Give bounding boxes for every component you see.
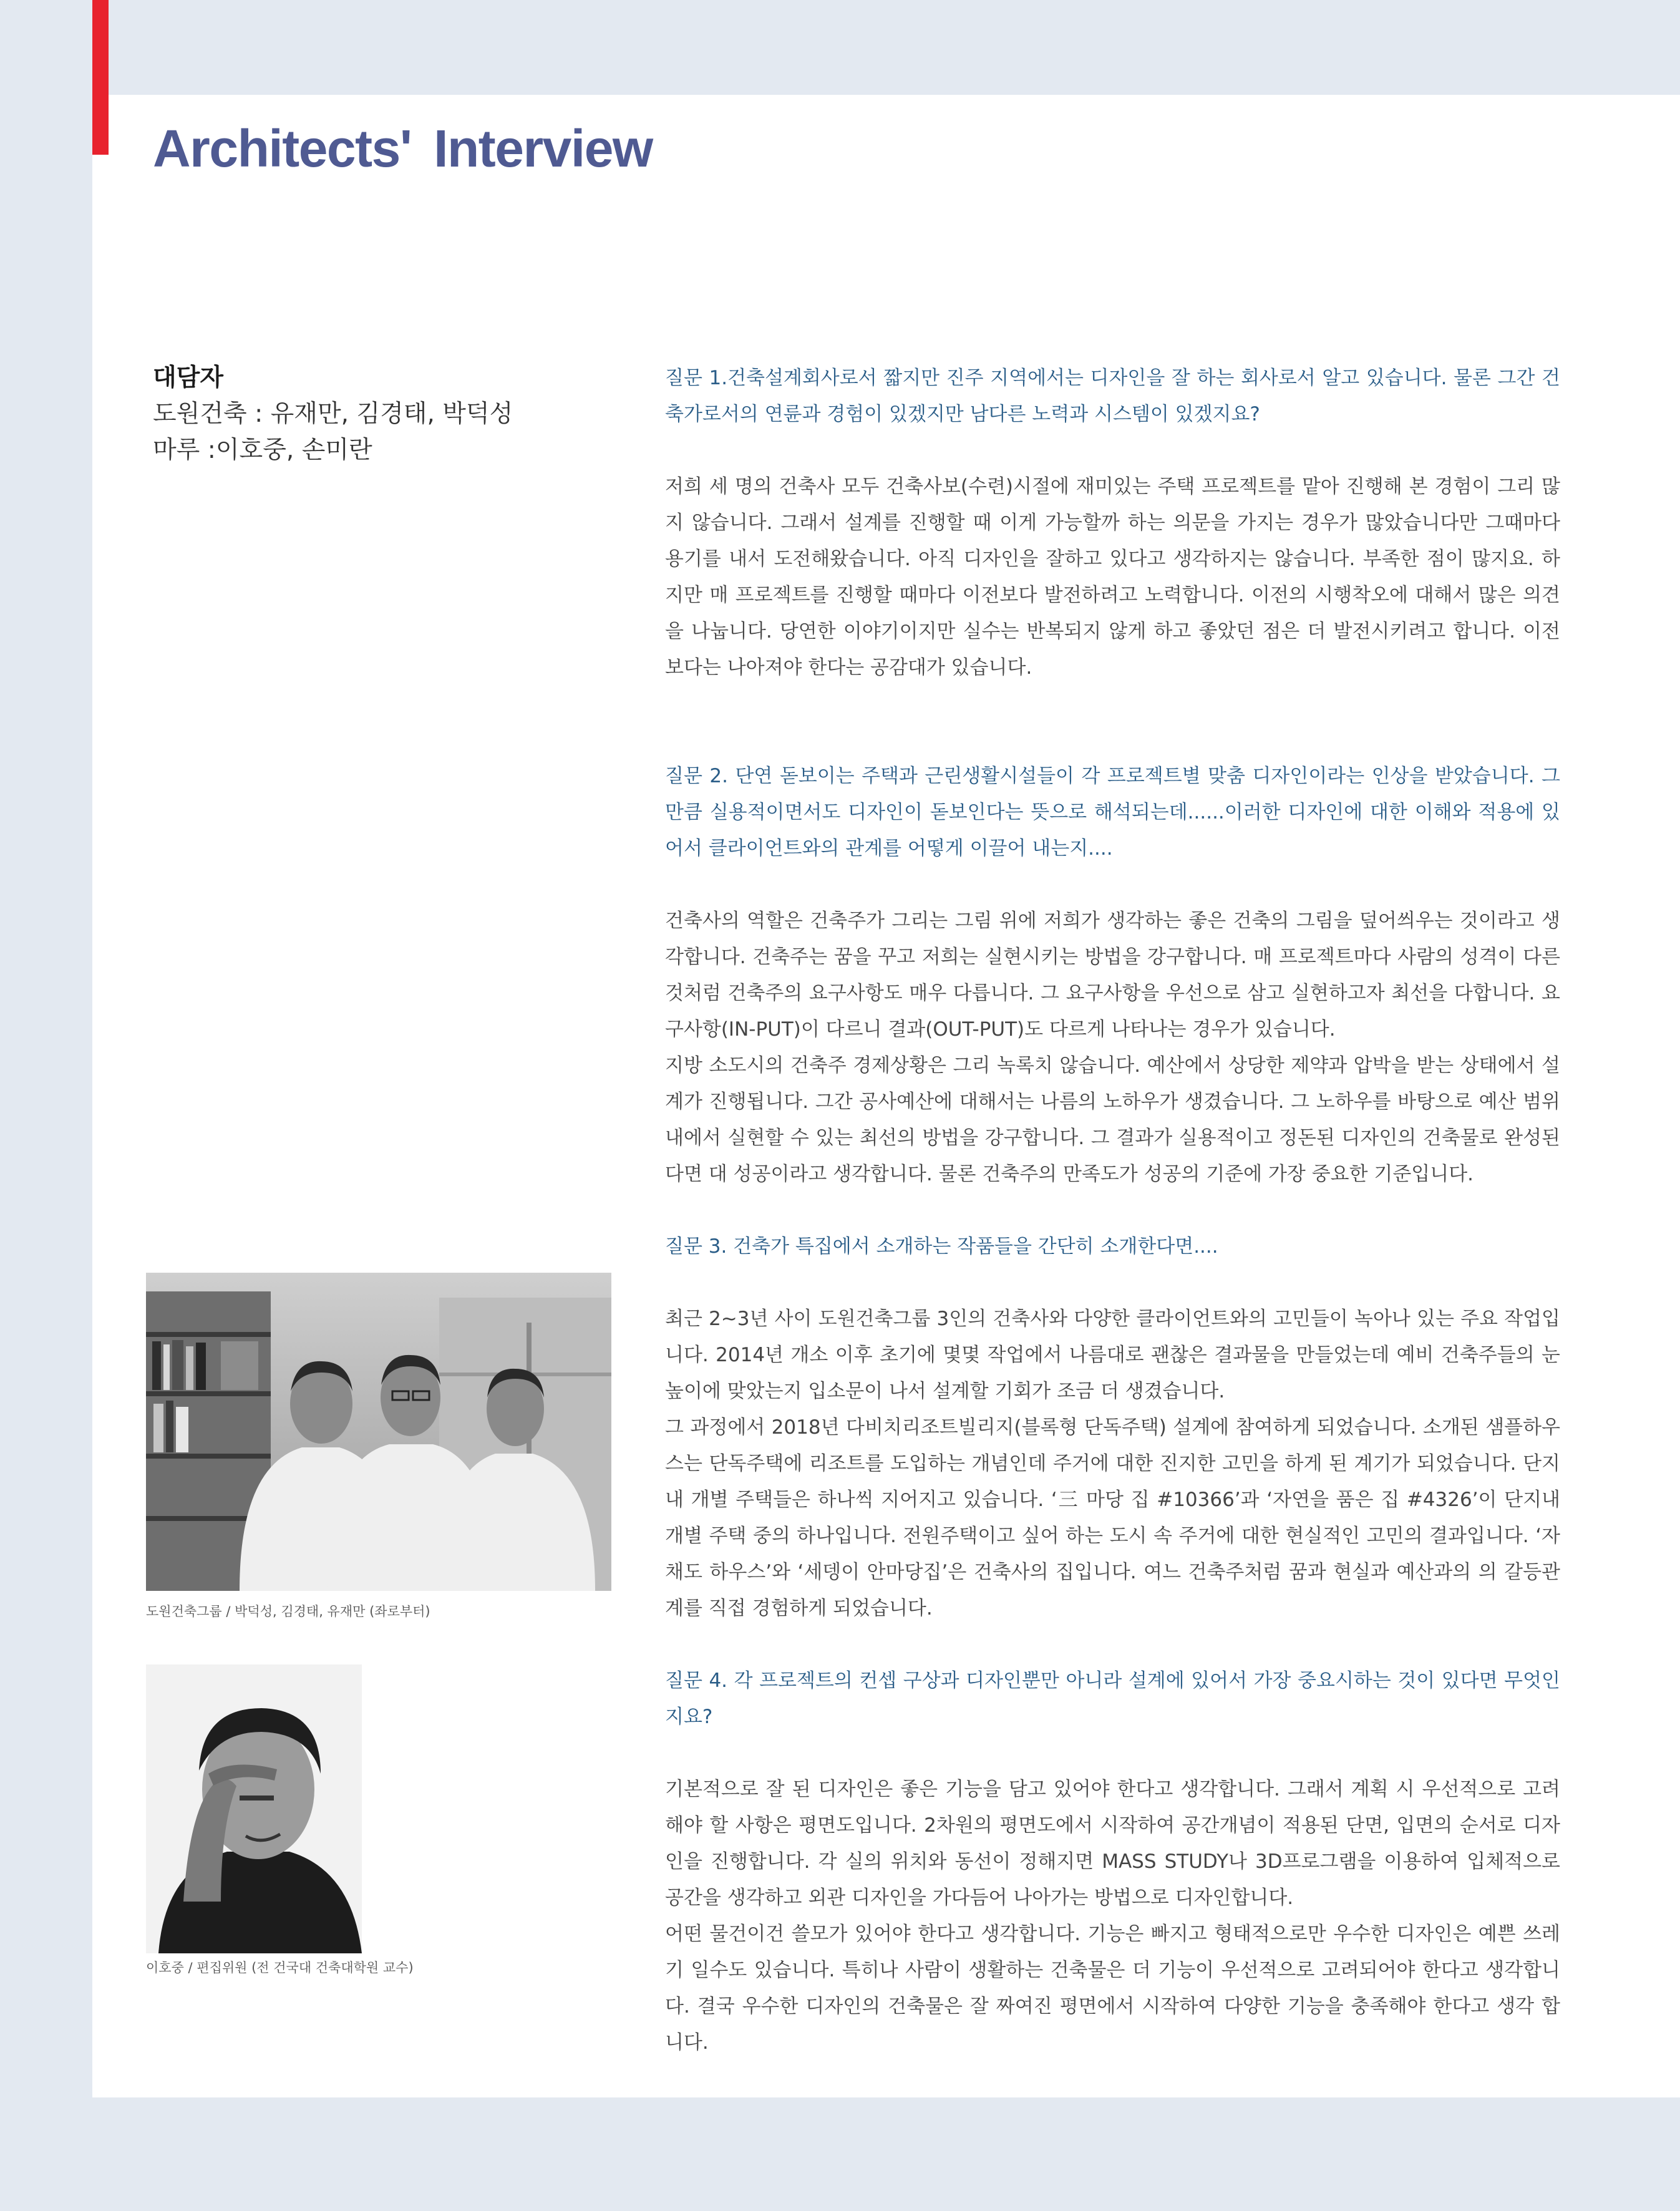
participants-heading: 대담자 [153, 364, 224, 392]
group-photo-caption: 도원건축그룹 / 박덕성, 김경태, 유재만 (좌로부터) [146, 1604, 430, 1619]
group-photo [146, 1273, 611, 1591]
question-3: 질문 3. 건축가 특집에서 소개하는 작품들을 간단히 소개한다면.... [665, 1235, 1218, 1258]
accent-bar [92, 0, 109, 155]
portrait-photo [146, 1664, 362, 1953]
answer-4-para: 어떤 물건이건 쓸모가 있어야 한다고 생각합니다. 기능은 빠지고 형태적으로만 우수한 디자인은 예쁜 쓰레기 일수도 있습니다. 특히나 사람이 생활하는 건축물은 더 기능이 우선적으로 고려되어야 한다고 생각합니다. 결국 우수한 디자인의 건축물은 잘 짜여진 평면에서 시작하여 다양한 기능을 충족해야 한다고 생각 합니다. [665, 1923, 1560, 2054]
interview-article [665, 360, 1560, 2061]
question-2: 질문 2. 단연 돋보이는 주택과 근린생활시설들이 각 프로젝트별 맞춤 디자인이라는 인상을 받았습니다. 그만큼 실용적이면서도 디자인이 돋보인다는 뜻으로 해석되는데......이러한 디자인에 대한 이해와 적용에 있어서 클라이언트와의 관계를 어떻게 이끌어 내는지.... [665, 765, 1560, 860]
answer-3-para: 그 과정에서 2018년 다비치리조트빌리지(블록형 단독주택) 설계에 참여하게 되었습니다. 소개된 샘플하우스는 단독주택에 리조트를 도입하는 개념인데 주거에 대한 진지한 고민을 하게 된 계기가 되었습니다. 단지 내 개별 주택들은 하나씩 지어지고 있습니다. ‘三 마당 집 #10366’과 ‘자연을 품은 집 #4326’이 단지내 개별 주택 중의 하나입니다. 전원주택이고 싶어 하는 도시 속 주거에 대한 현실적인 고민의 결과입니다. ‘자채도 하우스’와 ‘세뎅이 안마당집’은 건축사의 집입니다. 여느 건축주처럼 꿈과 현실과 예산과의 의 갈등관계를 직접 경험하게 되었습니다. [665, 1416, 1560, 1620]
answer-2-para: 건축사의 역할은 건축주가 그리는 그림 위에 저희가 생각하는 좋은 건축의 그림을 덮어씌우는 것이라고 생각합니다. 건축주는 꿈을 꾸고 저희는 실현시키는 방법을 강구합니다. 매 프로젝트마다 사람의 성격이 다른 것처럼 건축주의 요구사항도 매우 다릅니다. 그 요구사항을 우선으로 삼고 실현하고자 최선을 다합니다. 요구사항(IN-PUT)이 다르니 결과(OUT-PUT)도 다르게 나타나는 경우가 있습니다. [665, 910, 1560, 1041]
participants-block [153, 360, 627, 469]
question-4: 질문 4. 각 프로젝트의 컨셉 구상과 디자인뿐만 아니라 설계에 있어서 가장 중요시하는 것이 있다면 무엇인지요? [665, 1669, 1560, 1728]
question-1: 질문 1.건축설계회사로서 짧지만 진주 지역에서는 디자인을 잘 하는 회사로서 알고 있습니다. 물론 그간 건축가로서의 연륜과 경험이 있겠지만 남다른 노력과 시스템이 있겠지요? [665, 367, 1560, 425]
portrait-photo-caption: 이호중 / 편집위원 (전 건국대 건축대학원 교수) [146, 1960, 414, 1975]
answer-4-para: 기본적으로 잘 된 디자인은 좋은 기능을 담고 있어야 한다고 생각합니다. 그래서 계획 시 우선적으로 고려해야 할 사항은 평면도입니다. 2차원의 평면도에서 시작하여 공간개념이 적용된 단면, 입면의 순서로 디자인을 진행합니다. 각 실의 위치와 동선이 정해지면 MASS STUDY나 3D프로그램을 이용하여 입체적으로 공간을 생각하고 외관 디자인을 가다듬어 나아가는 방법으로 디자인합니다. [665, 1778, 1560, 1909]
participants-line: 마루 :이호중, 손미란 [153, 436, 372, 464]
answer-2-para: 지방 소도시의 건축주 경제상황은 그리 녹록치 않습니다. 예산에서 상당한 제약과 압박을 받는 상태에서 설계가 진행됩니다. 그간 공사예산에 대해서는 나름의 노하우가 생겼습니다. 그 노하우를 바탕으로 예산 범위 내에서 실현할 수 있는 최선의 방법을 강구합니다. 그 결과가 실용적이고 정돈된 디자인의 건축물로 완성된다면 대 성공이라고 생각합니다. 물론 건축주의 만족도가 성공의 기준에 가장 중요한 기준입니다. [665, 1054, 1560, 1185]
answer-1-para: 저희 세 명의 건축사 모두 건축사보(수련)시절에 재미있는 주택 프로젝트를 맡아 진행해 본 경험이 그리 많지 않습니다. 그래서 설계를 진행할 때 이게 가능할까 하는 의문을 가지는 경우가 많았습니다만 그때마다 용기를 내서 도전해왔습니다. 아직 디자인을 잘하고 있다고 생각하지는 않습니다. 부족한 점이 많지요. 하지만 매 프로젝트를 진행할 때마다 이전보다 발전하려고 노력합니다. 이전의 시행착오에 대해서 많은 의견을 나눕니다. 당연한 이야기이지만 실수는 반복되지 않게 하고 좋았던 점은 더 발전시키려고 합니다. 이전보다는 나아져야 한다는 공감대가 있습니다. [665, 475, 1560, 679]
page-title: Architects' Interview [153, 119, 653, 178]
answer-3-para: 최근 2~3년 사이 도원건축그룹 3인의 건축사와 다양한 클라이언트와의 고민들이 녹아나 있는 주요 작업입니다. 2014년 개소 이후 초기에 몇몇 작업에서 나름대로 괜찮은 결과물을 만들었는데 예비 건축주들의 눈높이에 맞았는지 입소문이 나서 설계할 기회가 조금 더 생겼습니다. [665, 1308, 1560, 1402]
participants-line: 도원건축 : 유재만, 김경태, 박덕성 [153, 400, 513, 428]
